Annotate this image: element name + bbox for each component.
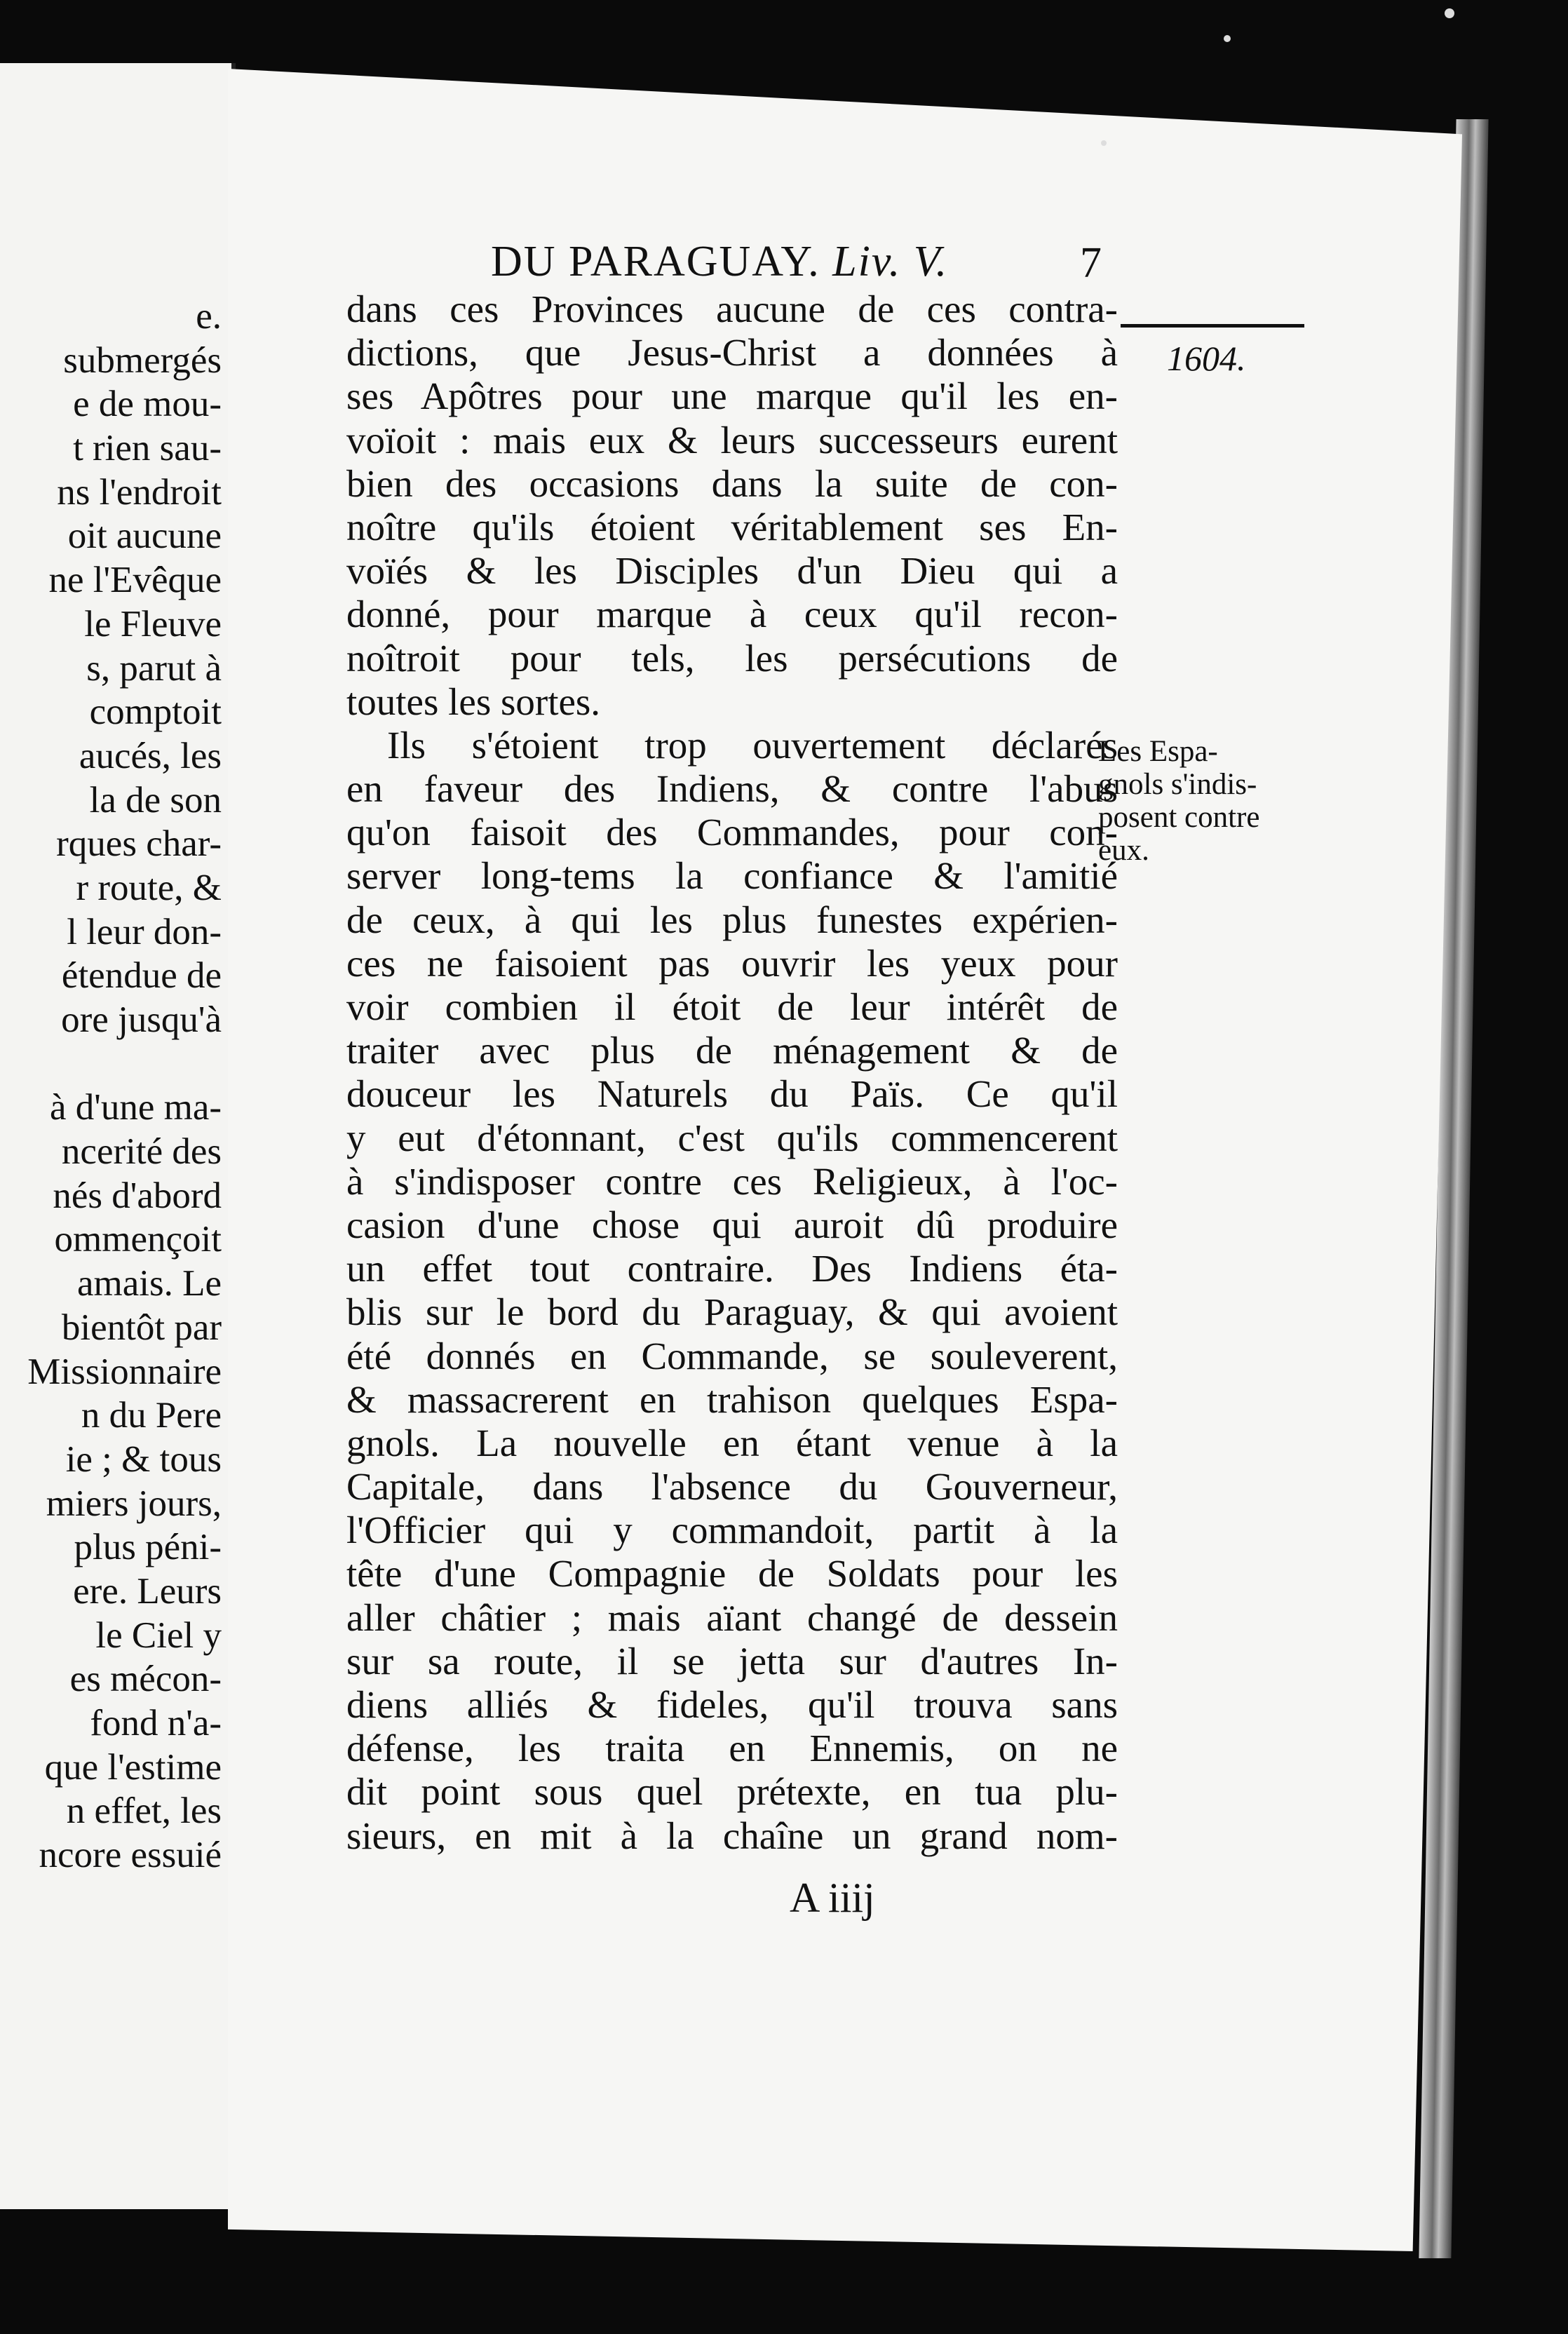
left-page-line: ommençoit <box>54 1219 222 1260</box>
left-page-line: amais. Le <box>76 1263 222 1304</box>
left-page-line: e de mou- <box>73 384 222 425</box>
left-page-line: comptoit <box>89 692 222 733</box>
left-page-line: le Ciel y <box>95 1614 222 1656</box>
left-page-line: ore jusqu'à <box>61 999 222 1040</box>
body-line: server long-tems la confiance & l'amitié <box>346 854 1118 898</box>
body-line: Ils s'étoient trop ouvertement déclarés <box>387 723 1118 767</box>
signature-mark: A iiij <box>790 1875 875 1921</box>
left-page-line: ncerité des <box>61 1131 222 1173</box>
left-page-line: rques char- <box>56 823 222 865</box>
left-page-line: étendue de <box>61 955 222 997</box>
body-line: blis sur le bord du Paraguay, & qui avoient <box>346 1290 1118 1334</box>
left-page-line: n effet, les <box>66 1790 222 1832</box>
body-line: sieurs, en mit à la chaîne un grand nom- <box>346 1814 1118 1857</box>
body-line: voïés & les Disciples d'un Dieu qui a <box>346 549 1118 593</box>
body-line: y eut d'étonnant, c'est qu'ils commencerent <box>346 1116 1118 1159</box>
body-line: voïoit : mais eux & leurs successeurs eurent <box>346 418 1118 461</box>
body-line: aller châtier ; mais aïant changé de dessein <box>346 1596 1118 1639</box>
body-line: à s'indisposer contre ces Religieux, à l'oc- <box>346 1159 1118 1203</box>
left-page-line: nés d'abord <box>53 1175 222 1216</box>
left-page-line: ie ; & tous <box>65 1438 222 1480</box>
left-page-line: submergés <box>63 339 222 381</box>
margin-year: 1604. <box>1167 339 1246 378</box>
dust-speck <box>1101 140 1107 146</box>
body-line: ces ne faisoient pas ouvrir les yeux pour <box>346 941 1118 985</box>
body-line: douceur les Naturels du Païs. Ce qu'il <box>346 1072 1118 1116</box>
left-page-line: plus péni- <box>74 1527 222 1568</box>
left-page-line: le Fleuve <box>84 603 222 645</box>
body-line: Capitale, dans l'absence du Gouverneur, <box>346 1465 1118 1509</box>
margin-sidenote <box>1098 735 1309 867</box>
body-line: sur sa route, il se jetta sur d'autres In- <box>346 1639 1118 1682</box>
body-line: ses Apôtres pour une marque qu'il les en- <box>346 375 1118 418</box>
left-page-line: bientôt par <box>61 1307 222 1348</box>
left-page-line: ne l'Evêque <box>48 560 222 601</box>
left-page-line: à d'une ma- <box>50 1087 222 1128</box>
body-line: l'Officier qui y commandoit, partit à la <box>346 1509 1118 1552</box>
running-head-book: Liv. V. <box>832 238 949 285</box>
running-head <box>491 237 1122 287</box>
page-number: 7 <box>1080 239 1102 287</box>
margin-rule <box>1121 324 1304 328</box>
sidenote-line: posent contre <box>1098 801 1260 834</box>
body-line: noîtroit pour tels, les persécutions de <box>346 636 1118 680</box>
body-line: diens alliés & fideles, qu'il trouva sans <box>346 1683 1118 1726</box>
left-page-line: Missionnaire <box>27 1351 222 1392</box>
left-page-line: l leur don- <box>67 911 222 952</box>
left-page-line: oit aucune <box>67 515 222 557</box>
sidenote-line: gnols s'indis- <box>1098 768 1257 801</box>
left-page-line: ncore essuié <box>39 1835 222 1876</box>
body-line: dit point sous quel prétexte, en tua plu- <box>346 1770 1118 1814</box>
body-text <box>346 288 1118 1858</box>
left-page-line: r route, & <box>76 867 222 908</box>
body-line: noître qu'ils étoient véritablement ses En- <box>346 505 1118 548</box>
body-line: été donnés en Commande, se souleverent, <box>346 1334 1118 1377</box>
body-line: dans ces Provinces aucune de ces contra- <box>346 288 1118 330</box>
left-page-line: ns l'endroit <box>57 471 222 513</box>
body-line: casion d'une chose qui auroit dû produire <box>346 1203 1118 1246</box>
body-line: voir combien il étoit de leur intérêt de <box>346 985 1118 1028</box>
left-page-line: t rien sau- <box>73 428 222 469</box>
body-line: un effet tout contraire. Des Indiens éta- <box>346 1247 1118 1290</box>
body-line: en faveur des Indiens, & contre l'abus <box>346 767 1118 811</box>
dust-speck <box>1224 35 1231 42</box>
left-page-line: miers jours, <box>46 1483 222 1524</box>
body-line: dictions, que Jesus-Christ a données à <box>346 331 1118 375</box>
left-page-line: que l'estime <box>44 1746 222 1788</box>
body-line: toutes les sortes. <box>346 680 601 723</box>
body-line: défense, les traita en Ennemis, on ne <box>346 1727 1118 1770</box>
body-line: traiter avec plus de ménagement & de <box>346 1029 1118 1072</box>
sidenote-line: eux. <box>1098 834 1149 867</box>
dust-speck <box>1445 8 1454 18</box>
body-line: & massacrerent en trahison quelques Espa- <box>346 1377 1118 1421</box>
left-page-line: n du Pere <box>81 1395 222 1436</box>
left-page-line: aucés, les <box>79 735 222 776</box>
body-line: donné, pour marque à ceux qu'il recon- <box>346 593 1118 636</box>
body-line: tête d'une Compagnie de Soldats pour les <box>346 1552 1118 1596</box>
body-line: qu'on faisoit des Commandes, pour con- <box>346 811 1118 854</box>
body-line: gnols. La nouvelle en étant venue à la <box>346 1421 1118 1464</box>
running-head-title: DU PARAGUAY. <box>491 238 820 285</box>
left-page <box>0 63 236 2209</box>
left-page-line: la de son <box>89 779 222 821</box>
left-page-line <box>0 1042 222 1086</box>
left-page-line: es mécon- <box>69 1659 222 1700</box>
left-page-line: ere. Leurs <box>73 1570 222 1612</box>
left-page-line: e. <box>196 296 222 337</box>
body-line: de ceux, à qui les plus funestes expérien- <box>346 898 1118 941</box>
left-page-line: fond n'a- <box>90 1703 222 1743</box>
left-page-text <box>0 295 222 1877</box>
sidenote-line: Les Espa- <box>1098 735 1218 768</box>
left-page-line: s, parut à <box>86 647 222 689</box>
body-line: bien des occasions dans la suite de con- <box>346 461 1118 505</box>
